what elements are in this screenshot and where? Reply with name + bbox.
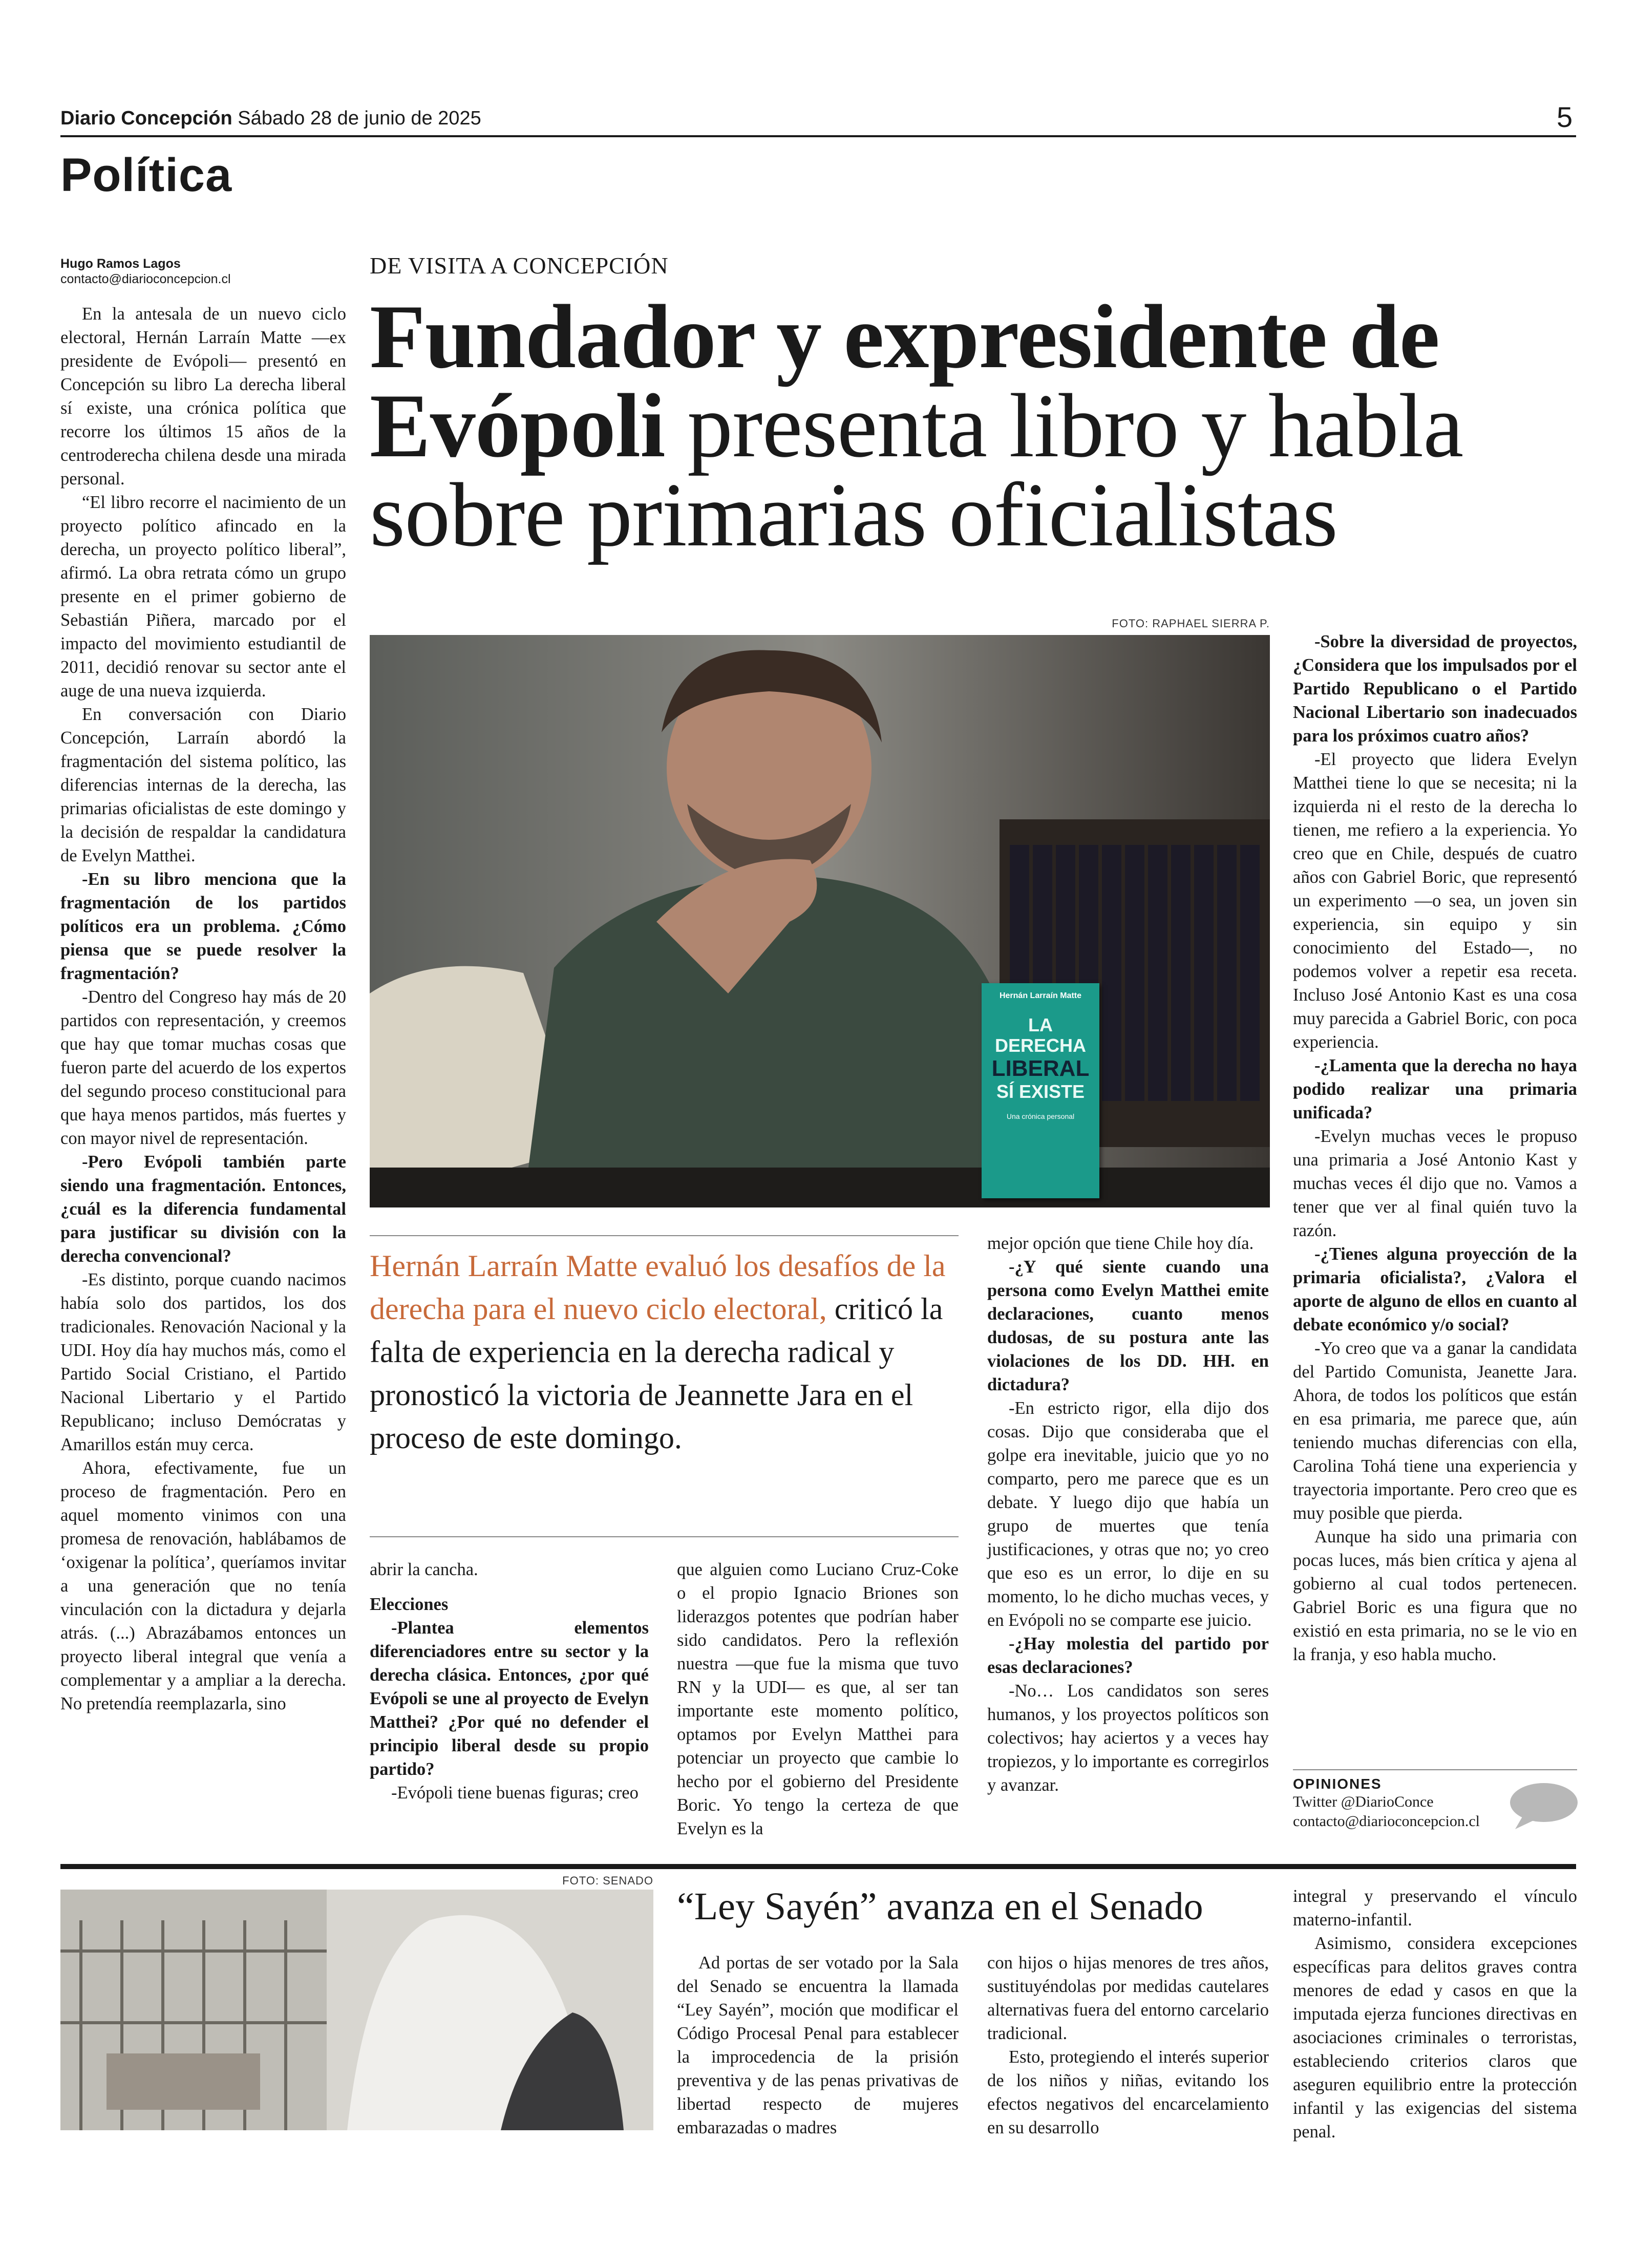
opiniones-twitter[interactable]: Twitter @DiarioConce: [1293, 1793, 1434, 1810]
interview-question: -Pero Evópoli también parte siendo una fragmentación. Entonces, ¿cuál es la diferencia fundamental para justificar su división con la derecha convencional?: [60, 1152, 346, 1266]
paragraph: -No… Los candidatos son seres humanos, y los proyectos políticos son colectivos; hay aciertos y a veces hay tropiezos, y lo importante es corregirlos y avanzar.: [987, 1681, 1269, 1795]
article2-headline: “Ley Sayén” avanza en el Senado: [677, 1885, 1203, 1928]
paragraph: En la antesala de un nuevo ciclo electoral, Hernán Larraín Matte —ex presidente de Evópoli— presentó en Concepción su libro La derecha liberal sí existe, una crónica política que recorre los últimos 15 años de la centroderecha chilena desde una mirada personal.: [60, 304, 346, 489]
book-title-line-1: LA DERECHA: [994, 1014, 1086, 1056]
paragraph: con hijos o hijas menores de tres años, sustituyéndolas por medidas cautelares alternativas fuera del entorno carcelario tradicional.: [987, 1953, 1269, 2043]
lead-accent: Hernán Larraín Matte evaluó los desafíos de la derecha para el nuevo ciclo electoral,: [370, 1249, 946, 1326]
interview-question: -¿Y qué siente cuando una persona como Evelyn Matthei emite declaraciones, cuanto menos dudosas, de su postura ante las violaciones de los DD. HH. en dictadura?: [987, 1257, 1269, 1394]
header-rule: [60, 135, 1576, 137]
opiniones-email[interactable]: contacto@diarioconcepcion.cl: [1293, 1813, 1480, 1830]
article-column-3: [677, 1558, 959, 1840]
article2-column-1: [677, 1951, 959, 2139]
paragraph: Ahora, efectivamente, fue un proceso de fragmentación. Pero en aquel momento vinimos con una promesa de renovación, hablábamos de ‘oxigenar la política’, queríamos invitar a una generación que no tenía vinculación con la dictadura y dejarla atrás. (...) Abrazábamos entonces un proyecto liberal integral que venía a complementar y a ampliar a la derecha. No pretendía reemplazarla, sino: [60, 1458, 346, 1713]
photo-credit: FOTO: RAPHAEL SIERRA P.: [1112, 617, 1270, 630]
byline-email[interactable]: contacto@diarioconcepcion.cl: [60, 272, 231, 286]
issue-date: Sábado 28 de junio de 2025: [238, 108, 481, 129]
opiniones-title: OPINIONES: [1293, 1776, 1382, 1792]
paragraph: En conversación con Diario Concepción, Larraín abordó la fragmentación del sistema político, las diferencias internas de la derecha, las primarias oficialistas de este domingo y la decisión de respaldar la candidatura de Evelyn Matthei.: [60, 705, 346, 865]
paragraph: integral y preservando el vínculo materno-infantil.: [1293, 1887, 1577, 1930]
byline: [60, 256, 327, 287]
section-title: Política: [60, 149, 232, 201]
photo2-credit: FOTO: SENADO: [562, 1874, 653, 1887]
senado-photo: [60, 1890, 653, 2130]
book-cover: [982, 983, 1099, 1198]
main-photo: [370, 635, 1270, 1207]
byline-author: Hugo Ramos Lagos: [60, 257, 181, 271]
paragraph: “El libro recorre el nacimiento de un proyecto político afincado en la derecha, un proyecto político liberal”, afirmó. La obra retrata cómo un grupo presente en el primer gobierno de Sebastián Piñera, marcado por el impacto del movimiento estudiantil de 2011, decidió renovar su sector ante el auge de una nueva izquierda.: [60, 493, 346, 701]
paragraph: -El proyecto que lidera Evelyn Matthei tiene lo que se necesita; ni la izquierda ni el resto de la derecha lo tienen, me refiero a la experiencia. Yo creo que en Chile, después de cuatro años con Gabriel Boric, que representó un experimento —o sea, un joven sin experiencia, sin equipo y sin conocimiento del Estado—, no podemos volver a repetir esa receta. Incluso José Antonio Kast es una cosa muy parecida a Gabriel Boric, con poca experiencia.: [1293, 750, 1577, 1052]
portrait-illustration: [370, 635, 1270, 1207]
paragraph: -Evelyn muchas veces le propuso una primaria a José Antonio Kast y muchas veces él dijo que no. Vamos a tener que ver al final quién tuvo la razón.: [1293, 1127, 1577, 1240]
interview-question: -Sobre la diversidad de proyectos, ¿Considera que los impulsados por el Partido Republicano o el Partido Nacional Libertario son inadecuados para los próximos cuatro años?: [1293, 632, 1577, 746]
paragraph: Ad portas de ser votado por la Sala del Senado se encuentra la llamada “Ley Sayén”, moción que modificar el Código Procesal Penal para establecer la improcedencia de la prisión preventiva y de las penas privativas de libertad respecto de mujeres embarazadas o madres: [677, 1953, 959, 2137]
paragraph: mejor opción que tiene Chile hoy día.: [987, 1234, 1254, 1253]
section-divider: [60, 1864, 1576, 1869]
article-column-2: [370, 1558, 649, 1805]
interview-question: -En su libro menciona que la fragmentación de los partidos políticos era un problema. ¿Cómo piensa que se puede resolver la fragmentación?: [60, 870, 346, 983]
interview-question: -¿Tienes alguna proyección de la primaria oficialista?, ¿Valora el aporte de alguno de ellos en cuanto al debate económico y/o social?: [1293, 1244, 1577, 1334]
paragraph: Aunque ha sido una primaria con pocas luces, más bien crítica y ajena al gobierno al cual todos pertenecen. Gabriel Boric es una figura que no existió en esta primaria, no se le vio en la franja, y eso habla mucho.: [1293, 1527, 1577, 1664]
page-number: 5: [1557, 101, 1573, 133]
paragraph: -Evópoli tiene buenas figuras; creo: [391, 1783, 639, 1803]
paragraph: Asimismo, considera excepciones específicas para delitos graves contra menores de edad y casos en que la imputada ejerza funciones directivas en asociaciones criminales o terroristas, estableciendo criterios claros que aseguren equilibrio entre la protección infantil y las exigencias del sistema penal.: [1293, 1934, 1577, 2142]
page-header: [60, 108, 481, 130]
paragraph: que alguien como Luciano Cruz-Coke o el propio Ignacio Briones son liderazgos potentes que podrían haber sido candidatos. Pero la reflexión nuestra —que fue la misma que tuvo RN y la UDI— es que, al ser tan importante este momento político, optamos por Evelyn Matthei para potenciar un proyecto que cambie lo hecho por el gobierno del Presidente Boric. Yo tengo la certeza de que Evelyn es la: [677, 1560, 959, 1838]
article-column-4: [987, 1232, 1269, 1797]
book-title-line-3: SÍ EXISTE: [996, 1081, 1085, 1102]
opiniones-rule: [1293, 1769, 1577, 1770]
article-column-5: [1293, 630, 1577, 1666]
paragraph: -Yo creo que va a ganar la candidata del Partido Comunista, Jeanette Jara. Ahora, de todos los políticos que están en esa primaria, me parece que, aún teniendo muchas diferencias con ella, Carolina Tohá tiene una experiencia y trayectoria importante. Pero creo que es muy posible que pierda.: [1293, 1339, 1577, 1523]
headline-bold: Fundador y expresidente de Evópoli: [370, 286, 1439, 476]
lead-rule-bottom: [370, 1536, 959, 1537]
interview-question: -¿Hay molestia del partido por esas declaraciones?: [987, 1634, 1269, 1677]
lead-rule-top: [370, 1235, 959, 1236]
lead-rest: criticó la falta de experiencia en la derecha radical y pronosticó la victoria de Jeannette Jara en el proceso de este domingo.: [370, 1292, 943, 1455]
kicker: DE VISITA A CONCEPCIÓN: [370, 252, 669, 279]
book-subtitle: Una crónica personal: [1006, 1112, 1075, 1120]
article2-column-3: [1293, 1884, 1577, 2144]
headline: [370, 286, 1558, 565]
lead-paragraph: [370, 1244, 959, 1459]
article2-column-2: [987, 1951, 1269, 2139]
paragraph: abrir la cancha.: [370, 1560, 478, 1579]
interview-question: -¿Lamenta que la derecha no haya podido realizar una primaria unificada?: [1293, 1056, 1577, 1122]
headline-rest: presenta libro y habla sobre primarias oficialistas: [370, 375, 1463, 565]
book-author: Hernán Larraín Matte: [999, 991, 1082, 1000]
senado-photo-illustration: [60, 1890, 653, 2130]
speech-bubble-icon: [1508, 1781, 1579, 1830]
interview-question: -Plantea elementos diferenciadores entre su sector y la derecha clásica. Entonces, ¿por qué Evópoli se une al proyecto de Evelyn Matthei? ¿Por qué no defender el principio liberal desde su propio partido?: [370, 1618, 649, 1779]
paragraph: -Es distinto, porque cuando nacimos había solo dos partidos, los dos tradicionales. Renovación Nacional y la UDI. Hoy día hay muchos más, como el Partido Social Cristiano, el Partido Nacional Libertario y el Partido Republicano; incluso Demócratas y Amarillos están muy cerca.: [60, 1270, 346, 1454]
paragraph: Esto, protegiendo el interés superior de los niños y niñas, evitando los efectos negativos del encarcelamiento en su desarrollo: [987, 2047, 1269, 2137]
article-column-1: [60, 302, 346, 1715]
paragraph: -En estricto rigor, ella dijo dos cosas. Dijo que consideraba que el golpe era inevitable, juicio que yo no comparto, pero me parece que es un debate. Y luego dijo que había un grupo de muertes que tenía justificaciones, y otras que no; yo creo que eso es un error, lo dije en su momento, lo he dicho muchas veces, y en Evópoli no se comparte ese juicio.: [987, 1398, 1269, 1630]
subheading-elecciones: Elecciones: [370, 1595, 449, 1614]
paragraph: -Dentro del Congreso hay más de 20 partidos con representación, y creemos que hay que tomar muchas cosas que fueron parte del acuerdo de los expertos del segundo proceso constitucional para que haya menos partidos, más fuertes y con mayor nivel de representación.: [60, 987, 346, 1148]
publication-name: Diario Concepción: [60, 108, 232, 129]
book-title-line-2: LIBERAL: [991, 1056, 1090, 1081]
